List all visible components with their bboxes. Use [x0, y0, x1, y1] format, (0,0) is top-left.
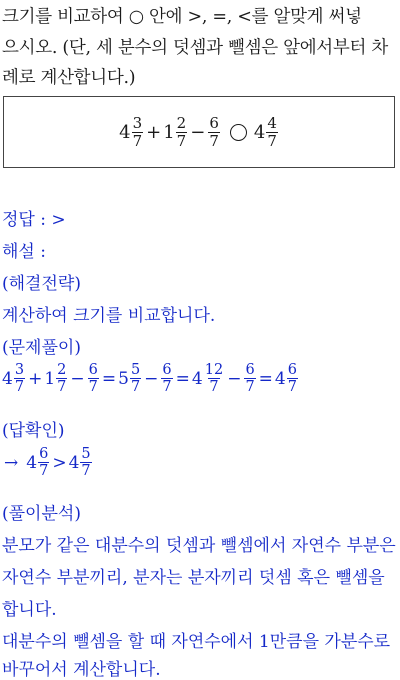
fraction — [287, 362, 298, 395]
minus-sign: − — [70, 368, 85, 389]
solving-heading: (문제풀이) — [2, 338, 81, 358]
fraction — [161, 362, 172, 395]
fraction — [266, 115, 278, 150]
equals-sign: = — [258, 368, 273, 389]
numerator: 6 — [88, 362, 98, 378]
arrow-icon: → — [4, 452, 19, 473]
problem-line: 크기를 비교하여 ○ 안에 >, =, <를 알맞게 써넣 — [2, 7, 362, 27]
fraction — [208, 115, 220, 150]
denominator: 7 — [14, 379, 25, 395]
fraction — [132, 115, 144, 150]
denominator: 7 — [176, 131, 187, 150]
analysis-line: 대분수의 뺄셈을 할 때 자연수에서 1만큼을 가분수로 — [2, 632, 391, 652]
denominator: 7 — [162, 379, 172, 395]
denominator: 7 — [88, 379, 98, 395]
denominator: 7 — [267, 131, 277, 150]
problem-text — [2, 2, 398, 94]
numerator: 4 — [267, 113, 277, 132]
plus-sign: + — [146, 121, 162, 143]
denominator: 7 — [57, 379, 67, 395]
denominator: 7 — [245, 379, 255, 395]
check-heading: (답확인) — [2, 421, 65, 441]
fraction — [14, 362, 25, 395]
minus-sign: − — [190, 121, 206, 143]
fraction — [130, 362, 141, 395]
numerator: 6 — [209, 113, 219, 132]
denominator: 7 — [209, 131, 219, 150]
denominator: 7 — [287, 379, 297, 395]
check-equation — [2, 446, 93, 479]
numerator: 6 — [245, 362, 255, 378]
solving-equation — [2, 362, 299, 395]
problem-line: 례로 계산합니다.) — [2, 68, 136, 88]
plus-sign: + — [28, 368, 43, 389]
denominator: 7 — [130, 379, 141, 395]
explanation-label: 해설 : — [2, 242, 46, 262]
fraction — [204, 362, 224, 395]
denominator: 7 — [132, 131, 143, 150]
whole-number: 1 — [44, 368, 56, 389]
fraction — [56, 362, 67, 395]
fraction — [244, 362, 255, 395]
whole-number: 4 — [26, 452, 38, 473]
analysis-line: 분모가 같은 대분수의 덧셈과 뺄셈에서 자연수 부분은 — [2, 536, 396, 556]
numerator: 6 — [287, 362, 297, 378]
minus-sign: − — [144, 368, 159, 389]
numerator: 5 — [130, 362, 141, 378]
whole-number: 1 — [163, 121, 175, 143]
whole-number: 4 — [191, 368, 203, 389]
denominator: 7 — [39, 463, 49, 479]
whole-number: 5 — [118, 368, 129, 389]
minus-sign: − — [227, 368, 242, 389]
equals-sign: = — [175, 368, 190, 389]
numerator: 6 — [39, 446, 49, 462]
whole-number: 4 — [119, 121, 131, 143]
numerator: 3 — [14, 362, 25, 378]
expression-box — [3, 96, 395, 168]
numerator: 5 — [81, 446, 91, 462]
analysis-heading: (풀이분석) — [2, 504, 81, 524]
denominator: 7 — [209, 379, 219, 395]
strategy-heading: (해결전략) — [2, 274, 81, 294]
strategy-text: 계산하여 크기를 비교합니다. — [2, 306, 216, 326]
answer-circle-blank — [230, 124, 247, 141]
whole-number: 4 — [274, 368, 286, 389]
analysis-line: 자연수 부분끼리, 분자는 분자끼리 덧셈 혹은 뺄셈을 — [2, 568, 385, 588]
analysis-line: 합니다. — [2, 600, 57, 620]
analysis-line: 바꾸어서 계산합니다. — [2, 660, 161, 680]
answer-label: 정답 : > — [2, 210, 66, 230]
whole-number: 4 — [253, 121, 266, 143]
fraction — [176, 115, 188, 150]
fraction — [80, 446, 91, 479]
greater-than-sign: > — [52, 452, 67, 473]
numerator: 3 — [132, 113, 143, 132]
fraction — [88, 362, 99, 395]
numerator: 2 — [176, 113, 187, 132]
numerator: 12 — [204, 362, 224, 378]
numerator: 6 — [162, 362, 172, 378]
whole-number: 4 — [2, 368, 13, 389]
whole-number: 4 — [68, 452, 80, 473]
denominator: 7 — [81, 463, 91, 479]
numerator: 2 — [57, 362, 67, 378]
equals-sign: = — [101, 368, 117, 389]
fraction — [38, 446, 49, 479]
problem-line: 으시오. (단, 세 분수의 덧셈과 뺄셈은 앞에서부터 차 — [2, 37, 388, 58]
